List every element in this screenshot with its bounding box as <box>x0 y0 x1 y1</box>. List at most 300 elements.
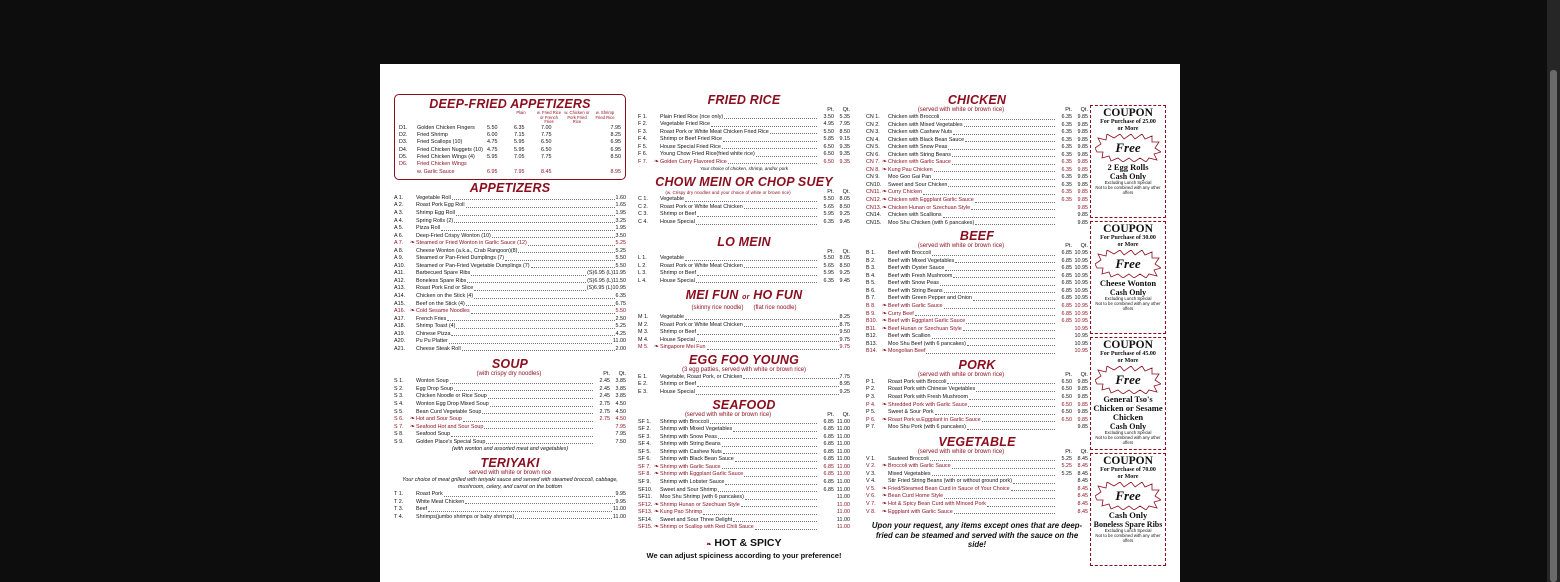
menu-item <box>866 182 1088 190</box>
item-name: Hot & Spicy Bean Curd with Minced Pork <box>888 500 986 507</box>
item-price-qt: 9.85 <box>1077 416 1088 423</box>
item-code: D3. <box>399 139 408 146</box>
leader-dots <box>932 471 1055 477</box>
item-price: 5.50 <box>615 255 626 262</box>
item-name: Seafood Hot and Sour Soup <box>416 423 484 430</box>
item-code: L 2. <box>638 262 647 269</box>
teriyaki-list <box>394 491 626 521</box>
item-price-pt: 2.45 <box>599 393 610 400</box>
chili-icon: ❧ <box>882 500 888 507</box>
item-price: 7.95 <box>610 124 621 131</box>
menu-item <box>638 456 850 464</box>
item-price-pt: 5.25 <box>1061 470 1072 477</box>
qt-label: Qt. <box>842 107 850 113</box>
menu-item <box>394 308 626 316</box>
leader-dots <box>710 419 817 425</box>
item-price-pt: 6.85 <box>1061 272 1072 279</box>
menu-item <box>394 401 626 409</box>
item-code: C 1. <box>638 196 648 203</box>
item-name: Vegetable <box>660 314 684 321</box>
leader-dots <box>466 202 615 208</box>
menu-item <box>638 487 850 495</box>
item-code: CN 7. <box>866 159 880 166</box>
item-price-qt: 10.95 <box>1074 280 1088 287</box>
menu-item <box>638 322 850 330</box>
item-price-pt: 6.50 <box>1061 416 1072 423</box>
section-title: VEGETABLE <box>938 434 1016 449</box>
item-name: Shrimp or Beef <box>660 381 696 388</box>
item-price-qt: 10.95 <box>1074 257 1088 264</box>
menu-item <box>394 195 626 203</box>
item-code: CN 8. <box>866 166 880 173</box>
item-price-qt: 11.00 <box>836 486 850 493</box>
item-name: Fried Chicken Nuggets (10) <box>417 146 483 153</box>
chili-icon: ❧ <box>882 310 888 317</box>
leader-dots <box>471 270 586 276</box>
item-name: House Special <box>660 218 695 225</box>
item-code: A21. <box>394 345 406 352</box>
item-name: Fried Chicken Wings <box>417 161 467 168</box>
item-code: CN 1. <box>866 114 880 120</box>
leader-dots <box>744 322 839 328</box>
section-subtitle: (served with white or brown rice) <box>917 243 1005 250</box>
lo-mein-list <box>638 255 850 285</box>
chili-icon: ❧ <box>882 463 888 470</box>
item-code: A 6. <box>394 232 404 239</box>
item-name: Boneless Spare Ribs <box>416 277 467 284</box>
menu-item <box>638 337 850 345</box>
leader-dots <box>952 152 1055 158</box>
leader-dots <box>490 401 593 407</box>
item-price-pt <box>1056 205 1072 213</box>
menu-item <box>866 501 1088 509</box>
item-name: French Fries <box>416 315 447 322</box>
item-price-pt: 5.25 <box>1061 455 1072 462</box>
item-code: CN 3. <box>866 129 880 136</box>
menu-item <box>866 463 1088 471</box>
menu-item <box>638 426 850 434</box>
menu-item <box>866 295 1088 303</box>
item-name: Mongolian Beef <box>888 348 926 355</box>
pt-label: Pt. <box>1065 371 1072 378</box>
item-code: V 5. <box>866 485 876 492</box>
chili-icon: ❧ <box>410 423 416 430</box>
menu-item <box>638 374 850 382</box>
leader-dots <box>449 338 612 344</box>
leader-dots <box>451 431 593 437</box>
item-price-pt: 5.85 <box>823 136 834 143</box>
chili-icon: ❧ <box>882 485 888 492</box>
item-code: M 4. <box>638 336 649 343</box>
leader-dots <box>952 159 1055 165</box>
item-name: Beef with Broccoli <box>888 250 931 257</box>
leader-dots <box>467 278 586 284</box>
menu-item <box>866 280 1088 288</box>
pork-list <box>866 379 1088 432</box>
item-price: 6.00 <box>487 132 498 139</box>
item-name: Vegetable <box>660 196 684 203</box>
item-price: 8.95 <box>610 168 621 175</box>
item-price-qt: 11.00 <box>836 509 850 516</box>
menu-item <box>638 381 850 389</box>
menu-item <box>394 378 626 386</box>
item-code: A14. <box>394 292 406 299</box>
item-price: 1.60 <box>615 194 626 201</box>
item-code: B12. <box>866 333 878 340</box>
item-code: B 9. <box>866 310 876 317</box>
item-code: SF 6. <box>638 456 651 463</box>
leader-dots <box>515 514 612 520</box>
item-code: SF 4. <box>638 441 651 448</box>
leader-dots <box>484 424 593 430</box>
item-code: T 1. <box>394 491 404 498</box>
subtitle-part: (flat rice noodle) <box>753 305 797 312</box>
item-price-qt: 8.50 <box>839 128 850 135</box>
item-name: House Special <box>660 277 695 284</box>
item-name: Fried Shrimp <box>417 132 448 139</box>
menu-item <box>638 517 850 525</box>
section-header <box>866 372 1088 379</box>
item-price-pt <box>1056 493 1072 501</box>
leader-dots <box>528 240 615 246</box>
item-code: E 1. <box>638 373 648 380</box>
chili-icon: ❧ <box>410 416 416 423</box>
item-price: 8.45 <box>541 168 552 175</box>
item-price: 7.05 <box>514 153 525 160</box>
item-code: C 3. <box>638 211 648 218</box>
menu-item <box>866 326 1088 334</box>
section-subtitle: (with crispy dry noodles) <box>476 371 542 378</box>
item-price-pt: 5.50 <box>823 196 834 203</box>
item-code: CN13. <box>866 204 882 211</box>
leader-dots <box>953 273 1055 279</box>
item-name: Moo Goo Gai Pan <box>888 174 932 181</box>
item-name: Beef with Fresh Mushroom <box>888 272 953 279</box>
col-header: w. Fried Rice or French Fries <box>536 110 562 125</box>
coupon-fine-print: Not to be combined with any other offers <box>1095 184 1161 195</box>
item-name: Sauteed Broccoli <box>888 455 929 462</box>
item-name: Cheese Wonton (a.k.a., Crab Rangoon)(8) <box>416 247 518 254</box>
coupon-title: COUPON <box>1103 339 1153 351</box>
item-name: Fried/Steamed Bean Curd in Sauce of Your Choice <box>888 485 1010 492</box>
chili-icon: ❧ <box>882 189 888 196</box>
item-price-pt <box>1056 486 1072 494</box>
item-price: 6.95 <box>610 139 621 146</box>
item-price-pt: 6.50 <box>823 151 834 158</box>
item-price-qt: 10.95 <box>1074 272 1088 279</box>
item-price-pt: 6.85 <box>1061 295 1072 302</box>
leader-dots <box>696 219 817 225</box>
menu-item <box>394 409 626 417</box>
leader-dots <box>697 270 817 276</box>
item-price: 11.00 <box>612 506 626 513</box>
menu-item <box>638 464 850 472</box>
menu-item <box>394 210 626 218</box>
item-price-qt: 11.00 <box>836 524 850 531</box>
pt-label: Pt. <box>827 411 834 418</box>
item-name: Beef with Eggplant Garlic Sauce <box>888 318 966 325</box>
item-name: Shrimp or Beef <box>660 270 696 277</box>
item-price: 6.35 <box>615 292 626 299</box>
menu-item <box>394 506 626 514</box>
item-price: 6.95 <box>610 146 621 153</box>
scrollbar-thumb[interactable] <box>1550 70 1557 582</box>
item-code: SF15. <box>638 524 653 531</box>
item-price-pt <box>818 494 834 502</box>
leader-dots <box>452 195 615 201</box>
item-price-qt: 9.85 <box>1077 136 1088 143</box>
item-name: Golden Chicken Fingers <box>417 124 475 131</box>
leader-dots <box>696 337 839 343</box>
item-price-pt: 6.85 <box>823 486 834 493</box>
item-code: A19. <box>394 330 406 337</box>
item-name: Steamed or Pan-Fried Dumplings (7) <box>416 255 505 262</box>
coupon-purchase: For Purchase of 45.00 <box>1100 351 1156 357</box>
item-name: Singapore Mei Fun <box>660 344 706 351</box>
item-name: House Special <box>660 336 695 343</box>
item-price-pt: 6.50 <box>823 158 834 165</box>
item-price-pt: 5.65 <box>823 203 834 210</box>
menu-item <box>399 125 621 132</box>
qt-label: Qt. <box>1080 243 1088 250</box>
leader-dots <box>923 189 1055 195</box>
item-code: B 8. <box>866 303 876 310</box>
chili-icon: ❧ <box>882 325 888 332</box>
item-code: CN 5. <box>866 144 880 151</box>
coupon-free: Free <box>1115 372 1141 387</box>
coupon-free: Free <box>1115 256 1141 271</box>
section-title: CHICKEN <box>947 93 1007 107</box>
item-price-pt <box>594 424 610 432</box>
item-name: Chicken with Broccoli <box>888 114 940 120</box>
menu-item <box>866 250 1088 258</box>
item-price-pt <box>818 502 834 510</box>
leader-dots <box>968 402 1055 408</box>
item-price: 8.50 <box>610 153 621 160</box>
leader-dots <box>932 174 1055 180</box>
menu-item <box>866 303 1088 311</box>
scrollbar[interactable] <box>1547 0 1560 582</box>
item-name: Curry Beef <box>888 310 914 317</box>
item-code: A11. <box>394 270 405 277</box>
leader-dots <box>945 265 1055 271</box>
item-price-qt: 9.25 <box>839 211 850 218</box>
mei-fun-list <box>638 314 850 352</box>
item-price-qt: 10.95 <box>1074 303 1088 310</box>
item-price-pt: 6.35 <box>1061 174 1072 181</box>
menu-item <box>866 341 1088 349</box>
coupon-cash: Boneless Spare Ribs <box>1093 520 1163 529</box>
item-price-pt: 6.85 <box>1061 287 1072 294</box>
item-price-qt: 9.85 <box>1077 144 1088 151</box>
item-price-qt: 7.95 <box>615 423 626 430</box>
chili-icon: ❧ <box>654 463 660 470</box>
section-title: BEEF <box>959 229 995 244</box>
item-code: V 4. <box>866 478 876 485</box>
item-code: B 5. <box>866 280 876 287</box>
menu-item <box>866 212 1088 220</box>
item-code: CN 9. <box>866 174 880 181</box>
leader-dots <box>685 255 817 261</box>
item-price-qt: 3.85 <box>615 378 626 385</box>
item-price: 1.95 <box>615 225 626 232</box>
menu-item <box>399 147 621 154</box>
item-code: P 6. <box>866 416 876 423</box>
item-price: 2.00 <box>615 345 626 352</box>
leader-dots <box>967 341 1055 347</box>
item-price-qt: 3.85 <box>615 393 626 400</box>
col-header: w. Shrimp Fried Rice <box>595 110 615 120</box>
item-price: 11.00 <box>612 338 626 345</box>
leader-dots <box>944 493 1055 499</box>
section-note: Your choice of chicken, shrimp, and/or pork <box>699 166 789 172</box>
menu-item <box>638 144 850 152</box>
coupon-fine-print: Excluding Lunch Special <box>1104 430 1152 435</box>
menu-item <box>638 389 850 397</box>
item-price-qt: 10.95 <box>1074 310 1088 317</box>
item-code: SF 9. <box>638 478 651 485</box>
menu-item <box>399 139 621 146</box>
item-price-pt: 5.50 <box>823 255 834 262</box>
item-price-qt: 9.85 <box>1077 378 1088 385</box>
menu-item <box>394 323 626 331</box>
item-price-pt <box>1056 348 1072 356</box>
section-title <box>638 288 850 305</box>
item-price-qt: 11.00 <box>836 426 850 433</box>
chili-icon: ❧ <box>654 158 660 165</box>
menu-item <box>866 424 1088 432</box>
item-price-qt: 10.95 <box>1074 287 1088 294</box>
chow-mein-list <box>638 196 850 226</box>
item-price-pt <box>1056 212 1072 220</box>
item-price-qt: 9.85 <box>1077 151 1088 158</box>
leader-dots <box>696 278 817 284</box>
item-price-qt: 8.50 <box>839 262 850 269</box>
item-price-qt: 11.00 <box>836 441 850 448</box>
item-name: Shrimp with Snow Peas <box>660 433 717 440</box>
chili-icon: ❧ <box>654 471 660 478</box>
item-name: Roast Pork with Broccoli <box>888 378 947 385</box>
item-price-qt: 8.45 <box>1077 470 1088 477</box>
item-name: Wonton Egg Drop Mixed Soup <box>416 400 489 407</box>
menu-item <box>638 270 850 278</box>
subtitle-part: (skinny rice noodle) <box>691 305 744 312</box>
item-code: A10. <box>394 262 406 269</box>
coupon-title: COUPON <box>1103 223 1153 235</box>
chili-icon: ❧ <box>882 204 888 211</box>
item-price: 9.75 <box>839 336 850 343</box>
leader-dots <box>976 386 1055 392</box>
item-code: M 1. <box>638 314 649 321</box>
item-code: V 3. <box>866 470 876 477</box>
item-price-pt: 5.95 <box>823 211 834 218</box>
menu-item <box>394 225 626 233</box>
coupon <box>1090 337 1166 450</box>
item-price-qt: 11.00 <box>836 516 850 523</box>
section-title: FRIED RICE <box>707 93 781 107</box>
leader-dots <box>724 114 817 120</box>
leader-dots <box>926 348 1055 354</box>
pt-label: Pt. <box>1065 107 1072 113</box>
item-name: Shrimp Egg Roll <box>416 209 455 216</box>
section-header <box>638 189 850 196</box>
item-price-qt: 9.85 <box>1077 212 1088 219</box>
menu-item <box>638 471 850 479</box>
leader-dots <box>725 479 817 485</box>
item-name: Shrimp with Lobster Sauce <box>660 478 725 485</box>
item-price-qt: 11.00 <box>836 478 850 485</box>
item-name: Roast Pork w.Eggplant in Garlic Sauce <box>888 416 981 423</box>
menu-item <box>638 479 850 487</box>
leader-dots <box>456 210 615 216</box>
soup-list <box>394 378 626 446</box>
item-price: 9.50 <box>839 329 850 336</box>
item-price-qt: 9.85 <box>1077 121 1088 128</box>
leader-dots <box>947 379 1055 385</box>
section-subtitle <box>638 305 850 312</box>
item-price: 6.75 <box>615 300 626 307</box>
item-price-pt <box>1056 424 1072 432</box>
leader-dots <box>952 463 1055 469</box>
pt-label: Pt. <box>1065 448 1072 455</box>
item-code: S 1. <box>394 378 404 385</box>
menu-item <box>394 285 626 293</box>
item-price: (S)6.95 (L)10.95 <box>586 285 626 292</box>
coupon-free: Free <box>1115 488 1141 503</box>
item-code: CN 2. <box>866 121 880 128</box>
section-subtitle: (served with white or brown rice) <box>917 371 1005 378</box>
item-price-pt: 6.50 <box>1061 401 1072 408</box>
item-price-pt: 5.25 <box>1061 463 1072 470</box>
item-name: Sweet and Sour Chicken <box>888 181 948 188</box>
item-price-qt: 9.85 <box>1077 181 1088 188</box>
item-price-pt: 6.85 <box>823 433 834 440</box>
leader-dots <box>987 501 1055 507</box>
item-price-qt: 9.85 <box>1077 189 1088 196</box>
menu-item <box>866 379 1088 387</box>
item-code: B10. <box>866 318 878 325</box>
leader-dots <box>955 258 1055 264</box>
item-price-qt: 7.95 <box>615 431 626 438</box>
item-code: A12. <box>394 277 406 284</box>
leader-dots <box>973 295 1055 301</box>
item-name: Chicken with String Beans <box>888 151 951 158</box>
leader-dots <box>940 280 1055 286</box>
item-price-pt: 6.85 <box>823 448 834 455</box>
menu-item <box>866 174 1088 182</box>
leader-dots <box>465 499 614 505</box>
leader-dots <box>728 159 817 165</box>
leader-dots <box>954 509 1055 515</box>
item-price-pt <box>1056 509 1072 517</box>
coupon-title: COUPON <box>1103 455 1153 467</box>
col-header: w. Chicken or Pork Fried Rice <box>564 110 590 125</box>
steamed-request-note: Upon your request, any items except ones that are deep-fried can be steamed and served with the sauce on the side! <box>871 521 1083 550</box>
item-name: Beef with Garlic Sauce <box>888 303 943 310</box>
item-price-pt <box>818 509 834 517</box>
item-price: 9.75 <box>839 344 850 351</box>
item-name: House Special Fried Rice <box>660 143 721 150</box>
item-name: Beef with Scallion <box>888 333 931 340</box>
hot-spicy-subtitle: We can adjust spiciness according to your preference! <box>646 550 842 560</box>
menu-item <box>638 151 850 159</box>
seafood-list <box>638 419 850 532</box>
item-price-pt: 2.45 <box>599 385 610 392</box>
item-name: Golden Place's Special Soup <box>416 438 486 445</box>
vegetable-list <box>866 456 1088 516</box>
coupon-fine-print: Not to be combined with any other offers <box>1095 434 1161 445</box>
item-price-pt <box>1056 333 1072 341</box>
